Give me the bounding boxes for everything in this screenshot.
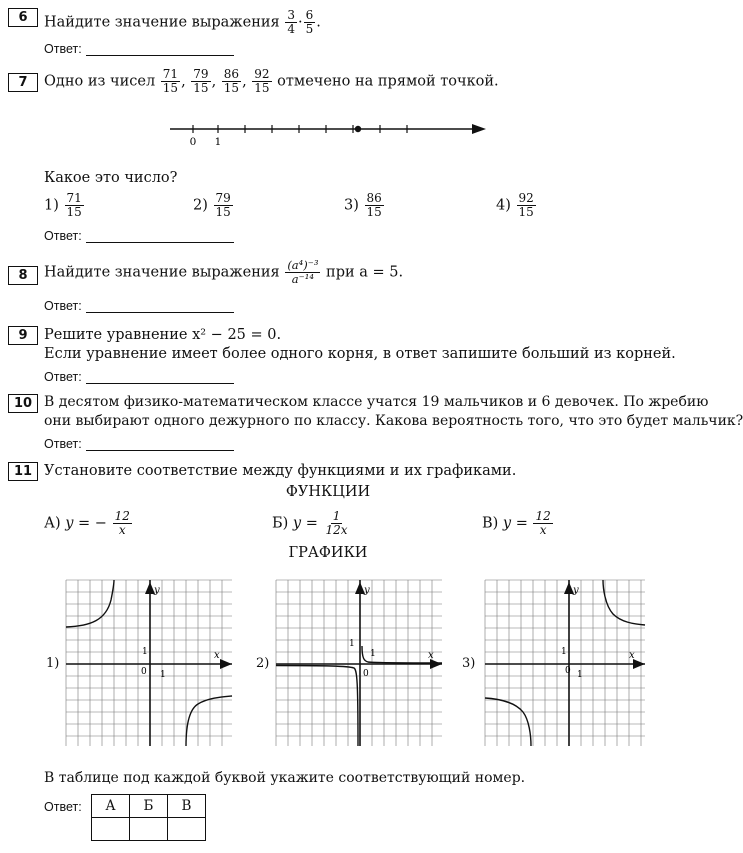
svg-text:x: x: [629, 650, 635, 661]
svg-text:0: 0: [565, 666, 571, 676]
answer-label-8: Ответ:: [44, 299, 82, 313]
table-header-a: А: [92, 795, 130, 818]
question-number-7: 7: [8, 73, 38, 92]
option-1[interactable]: 1) $\frac{71}{15}$: [44, 191, 82, 219]
graph-2[interactable]: [276, 580, 442, 746]
answer-field-9[interactable]: [86, 383, 234, 384]
answer-table: [91, 794, 206, 841]
question-6-text: Найдите значение выражения $\frac{3}{4}$ · $\frac{6}{5}$ .: [44, 8, 321, 36]
axis-label-1: 1: [214, 136, 222, 148]
graph-2-label: 2): [256, 656, 270, 671]
svg-text:x: x: [428, 650, 434, 661]
option-3[interactable]: 3) $\frac{86}{15}$: [344, 191, 382, 219]
arrow-icon: [472, 124, 486, 134]
option-4[interactable]: 4) $\frac{92}{15}$: [496, 191, 534, 219]
functions-title: ФУНКЦИИ: [285, 484, 371, 500]
question-number-11: 11: [8, 462, 38, 481]
svg-text:y: y: [573, 585, 579, 596]
answer-cell-b[interactable]: [130, 818, 168, 841]
answer-label-9: Ответ:: [44, 370, 82, 384]
answer-field-8[interactable]: [86, 312, 234, 313]
axis-label-0: 0: [189, 136, 197, 148]
question-11-text: Установите соответствие между функциями и их графиками.: [44, 463, 517, 479]
question-number-8: 8: [8, 266, 38, 285]
svg-text:1: 1: [561, 647, 567, 657]
answer-field-6[interactable]: [86, 55, 234, 56]
answer-label-10: Ответ:: [44, 437, 82, 451]
graph-3[interactable]: [485, 580, 645, 746]
number-line: [168, 118, 488, 150]
answer-label-7: Ответ:: [44, 229, 82, 243]
function-a: А) y = − $\frac{12}{x}$: [44, 509, 130, 537]
question-9-line1: Решите уравнение x² − 25 = 0.: [44, 327, 282, 343]
table-header-v: В: [168, 795, 206, 818]
answer-label-11: Ответ:: [44, 800, 82, 814]
question-number-9: 9: [8, 326, 38, 345]
svg-text:0: 0: [141, 667, 147, 677]
svg-text:1: 1: [370, 649, 376, 659]
answer-field-7[interactable]: [86, 242, 234, 243]
svg-text:x: x: [214, 650, 220, 661]
function-v: В) y = $\frac{12}{x}$: [482, 509, 551, 537]
svg-text:y: y: [154, 585, 160, 596]
svg-text:1: 1: [160, 670, 166, 680]
svg-text:1: 1: [577, 670, 583, 680]
svg-text:1: 1: [349, 639, 355, 649]
question-9-line2: Если уравнение имеет более одного корня, в ответ запишите больший из корней.: [44, 346, 676, 362]
question-10-line2: они выбирают одного дежурного по классу. Какова вероятность того, что это будет мальчик?: [44, 413, 743, 429]
question-7-prompt: Какое это число?: [44, 170, 178, 186]
answer-cell-v[interactable]: [168, 818, 206, 841]
graphs-title: ГРАФИКИ: [288, 545, 368, 561]
question-number-10: 10: [8, 394, 38, 413]
marked-point: [355, 126, 361, 132]
answer-field-10[interactable]: [86, 450, 234, 451]
answer-cell-a[interactable]: [92, 818, 130, 841]
table-instruction: В таблице под каждой буквой укажите соответствующий номер.: [44, 770, 526, 786]
question-10-line1: В десятом физико-математическом классе учатся 19 мальчиков и 6 девочек. По жребию: [44, 394, 709, 410]
table-header-b: Б: [130, 795, 168, 818]
question-7-text: Одно из чисел $\frac{71}{15}$ , $\frac{79}{15}$ , $\frac{86}{15}$ , $\frac{92}{15}$ отмечено на прямой точкой.: [44, 67, 499, 95]
svg-text:0: 0: [363, 669, 369, 679]
question-8-text: Найдите значение выражения $\frac{\text{(a⁴)⁻³}}{\text{a⁻¹⁴}}$ при a = 5.: [44, 258, 404, 286]
option-2[interactable]: 2) $\frac{79}{15}$: [193, 191, 231, 219]
question-number-6: 6: [8, 8, 38, 27]
graph-3-label: 3): [462, 656, 476, 671]
graph-1-label: 1): [46, 656, 60, 671]
graph-1[interactable]: [66, 580, 232, 746]
function-b: Б) y = $\frac{1}{12x}$: [272, 509, 348, 537]
svg-text:y: y: [364, 585, 370, 596]
svg-text:1: 1: [142, 647, 148, 657]
answer-label-6: Ответ:: [44, 42, 82, 56]
